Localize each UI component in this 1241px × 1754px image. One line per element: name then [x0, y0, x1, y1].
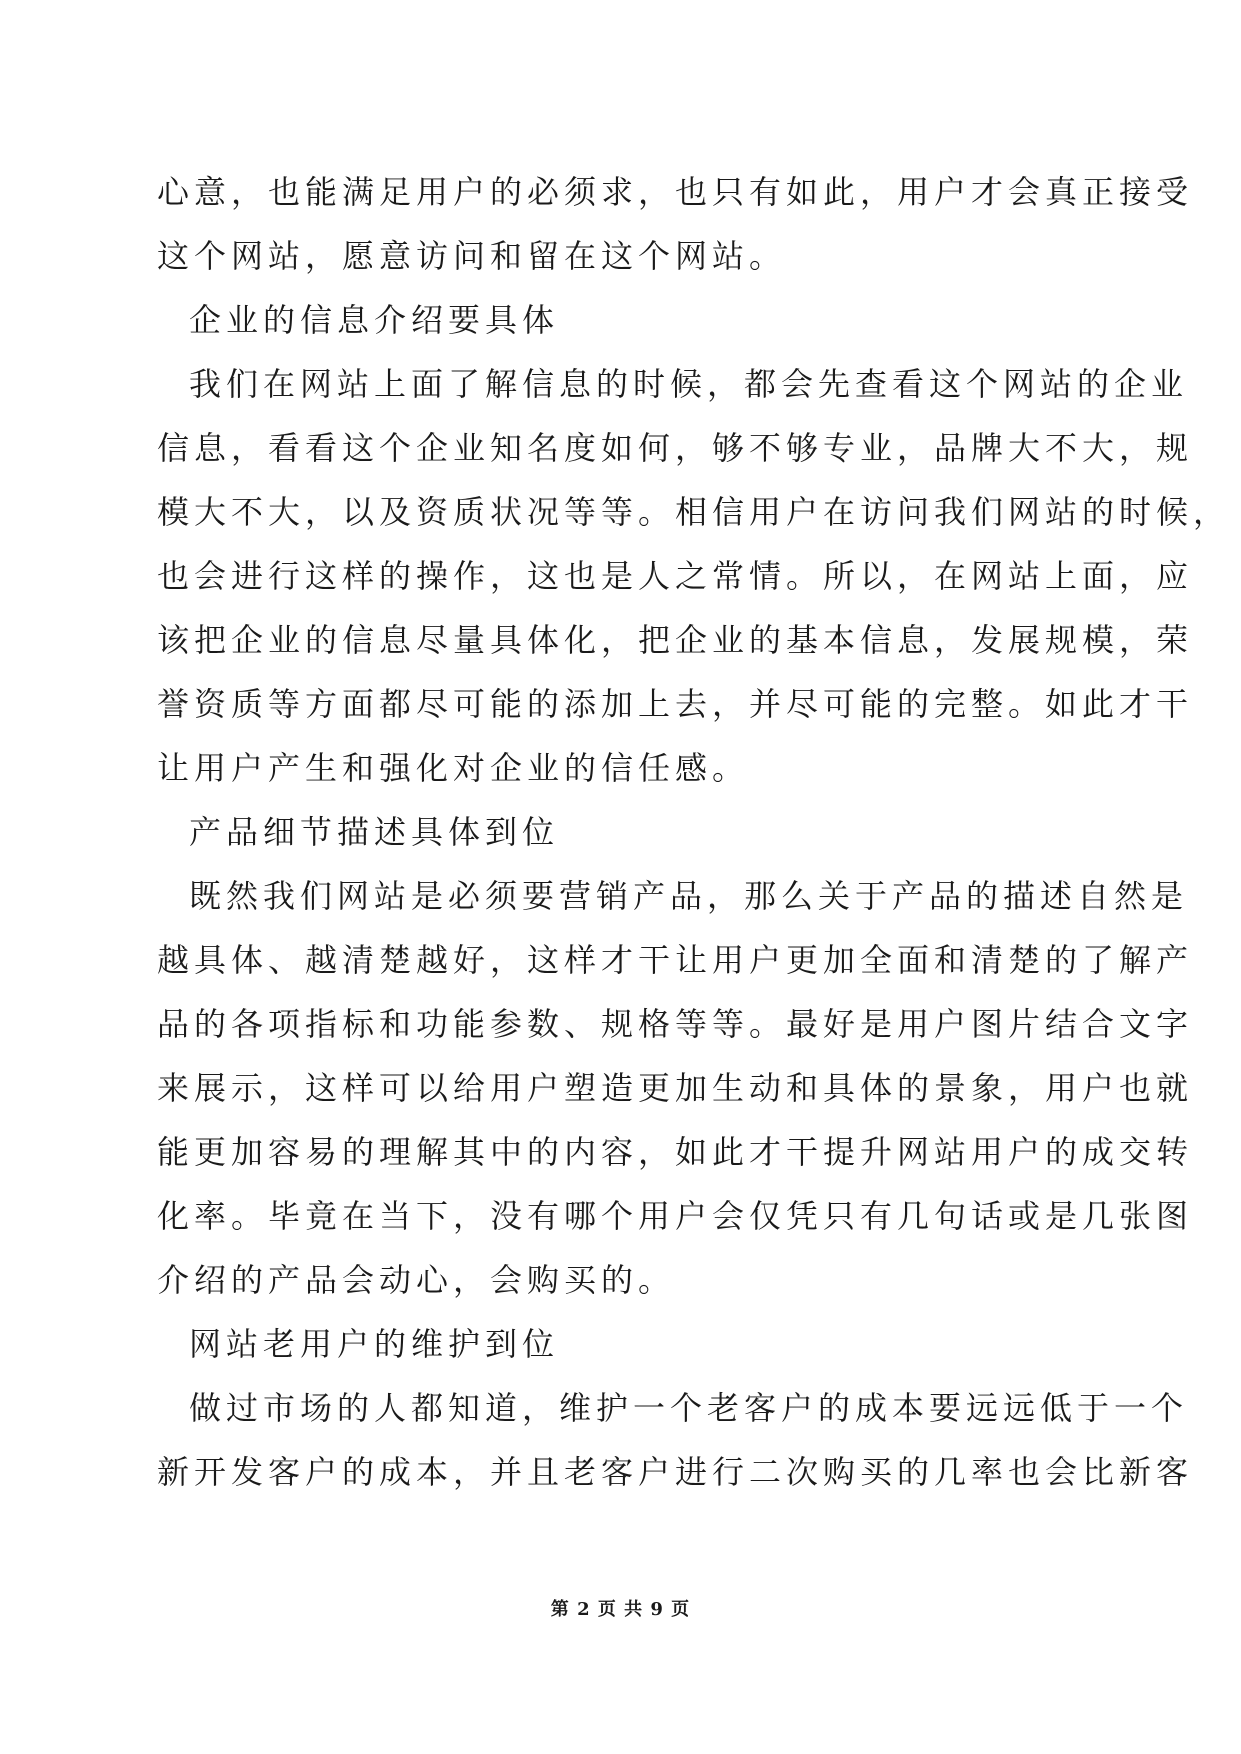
section-heading: 产品细节描述具体到位 — [189, 813, 560, 851]
text-line: 这个网站，愿意访问和留在这个网站。 — [157, 237, 787, 275]
text-line: 既然我们网站是必须要营销产品，那么关于产品的描述自然是 — [189, 877, 1189, 915]
text-line: 做过市场的人都知道，维护一个老客户的成本要远远低于一个 — [189, 1389, 1189, 1427]
document-body — [157, 160, 1231, 1504]
text-line: 该把企业的信息尽量具体化，把企业的基本信息，发展规模，荣 — [157, 621, 1194, 659]
text-line: 介绍的产品会动心，会购买的。 — [157, 1261, 676, 1299]
text-line: 能更加容易的理解其中的内容，如此才干提升网站用户的成交转 — [157, 1133, 1194, 1171]
text-line: 信息，看看这个企业知名度如何，够不够专业，品牌大不大，规 — [157, 429, 1194, 467]
text-line: 我们在网站上面了解信息的时候，都会先查看这个网站的企业 — [189, 365, 1189, 403]
page-number-footer: 第 2 页 共 9 页 — [550, 1599, 691, 1620]
text-line: 誉资质等方面都尽可能的添加上去，并尽可能的完整。如此才干 — [157, 685, 1194, 723]
text-line: 越具体、越清楚越好，这样才干让用户更加全面和清楚的了解产 — [157, 941, 1194, 979]
text-line: 新开发客户的成本，并且老客户进行二次购买的几率也会比新客 — [157, 1453, 1194, 1491]
text-line: 化率。毕竟在当下，没有哪个用户会仅凭只有几句话或是几张图 — [157, 1197, 1194, 1235]
text-line: 模大不大，以及资质状况等等。相信用户在访问我们网站的时候， — [157, 493, 1231, 531]
text-line: 让用户产生和强化对企业的信任感。 — [157, 749, 750, 787]
text-line: 来展示，这样可以给用户塑造更加生动和具体的景象，用户也就 — [157, 1069, 1194, 1107]
section-heading: 网站老用户的维护到位 — [189, 1325, 560, 1363]
text-line: 心意，也能满足用户的必须求，也只有如此，用户才会真正接受 — [157, 173, 1194, 211]
section-heading: 企业的信息介绍要具体 — [189, 301, 560, 339]
text-line: 也会进行这样的操作，这也是人之常情。所以，在网站上面，应 — [157, 557, 1194, 595]
text-line: 品的各项指标和功能参数、规格等等。最好是用户图片结合文字 — [157, 1005, 1194, 1043]
